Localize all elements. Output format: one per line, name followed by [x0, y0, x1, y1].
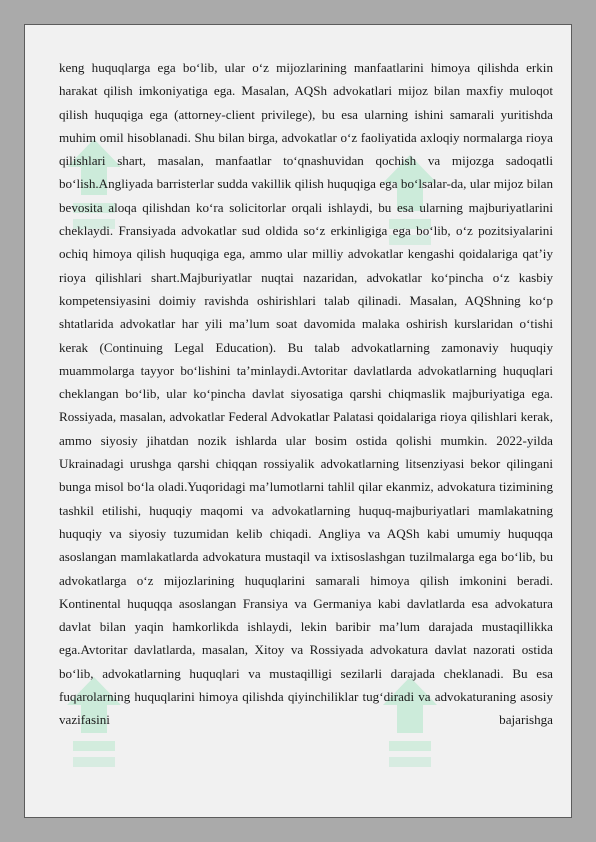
body-paragraph: keng huquqlarga ega bo‘lib, ular o‘z mijozlarining manfaatlarini himoya qilishda erkin harakat qilish imkoniyatiga ega. Masalan, AQSh advokatlari mijoz bilan maxfiy muloqot qilish huquqiga ega (attorney-client privilege), bu esa ularning ishini samarali yuritishda muhim omil hisoblanadi. Shu bilan birga, advokatlar o‘z faoliyatida axloqiy normalarga rioya qilishlari shart, masalan, manfaatlar to‘qnashuvidan qochish va mijozga sadoqatli bo‘lish.Angliyada barristerlar sudda vakillik qilish huquqiga ega bo‘lsalar-da, ular mijoz bilan bevosita aloqa qilishdan ko‘ra solicitorlar orqali ishlaydi, bu esa ularning majburiyatlarini cheklaydi. Fransiyada advokatlar sud oldida so‘z erkinligiga ega bo‘lib, o‘z pozitsiyalarini ochiq himoya qilish huquqiga ega, ammo ular milliy advokatlar kengashi qoidalariga qat’iy rioya qilishlari shart.Majburiyatlar nuqtai nazaridan, advokatlar ko‘pincha o‘z kasbiy kompetensiyasini doimiy ravishda oshirishlari talab qilinadi. Masalan, AQShning ko‘p shtatlarida advokatlar har yili ma’lum soat davomida malaka oshirish kurslaridan o‘tishi kerak (Continuing Legal Education). Bu talab advokatlarning zamonaviy huquqiy muammolarga tayyor bo‘lishini ta’minlaydi.Avtoritar davlatlarda advokatlarning huquqlari cheklangan bo‘lib, ular ko‘pincha davlat siyosatiga qarshi chiqmaslik majburiyatiga ega. Rossiyada, masalan, advokatlar Federal Advokatlar Palatasi qoidalariga rioya qilishlari kerak, ammo siyosiy jihatdan nozik ishlarda ular bosim ostida qolishi mumkin. 2022-yilda Ukrainadagi urushga qarshi chiqqan rossiyalik advokatlarning litsenziyasi bekor qilingani bunga misol bo‘la oladi.Yuqoridagi ma’lumotlarni tahlil qilar ekanmiz, advokatura tizimining tashkil etilishi, huquqiy maqomi va advokatlarning huquq-majburiyatlari mamlakatning huquqiy va siyosiy tuzumidan kelib chiqadi. Angliya va AQSh kabi umumiy huquqqa asoslangan mamlakatlarda advokatura mustaqil va ixtisoslashgan tuzilmalarga ega bo‘lib, bu advokatlarga o‘z mijozlarining huquqlarini samarali himoya qilish imkonini beradi. Kontinental huquqqa asoslangan Fransiya va Germaniya kabi davlatlarda esa advokatura davlat bilan yaqin hamkorlikda ishlaydi, lekin baribir ma’lum darajada mustaqillikka ega.Avtoritar davlatlarda, masalan, Xitoy va Rossiyada advokatura davlat nazorati ostida bo‘lib, advokatlarning huquqlari va mustaqilligi sezilarli darajada cheklanadi. Bu esa fuqarolarning huquqlarini himoya qilishda qiyinchiliklar tug‘diradi va advokaturaning asosiy vazifasini bajarishga	[59, 60, 553, 728]
document-page	[24, 24, 572, 818]
